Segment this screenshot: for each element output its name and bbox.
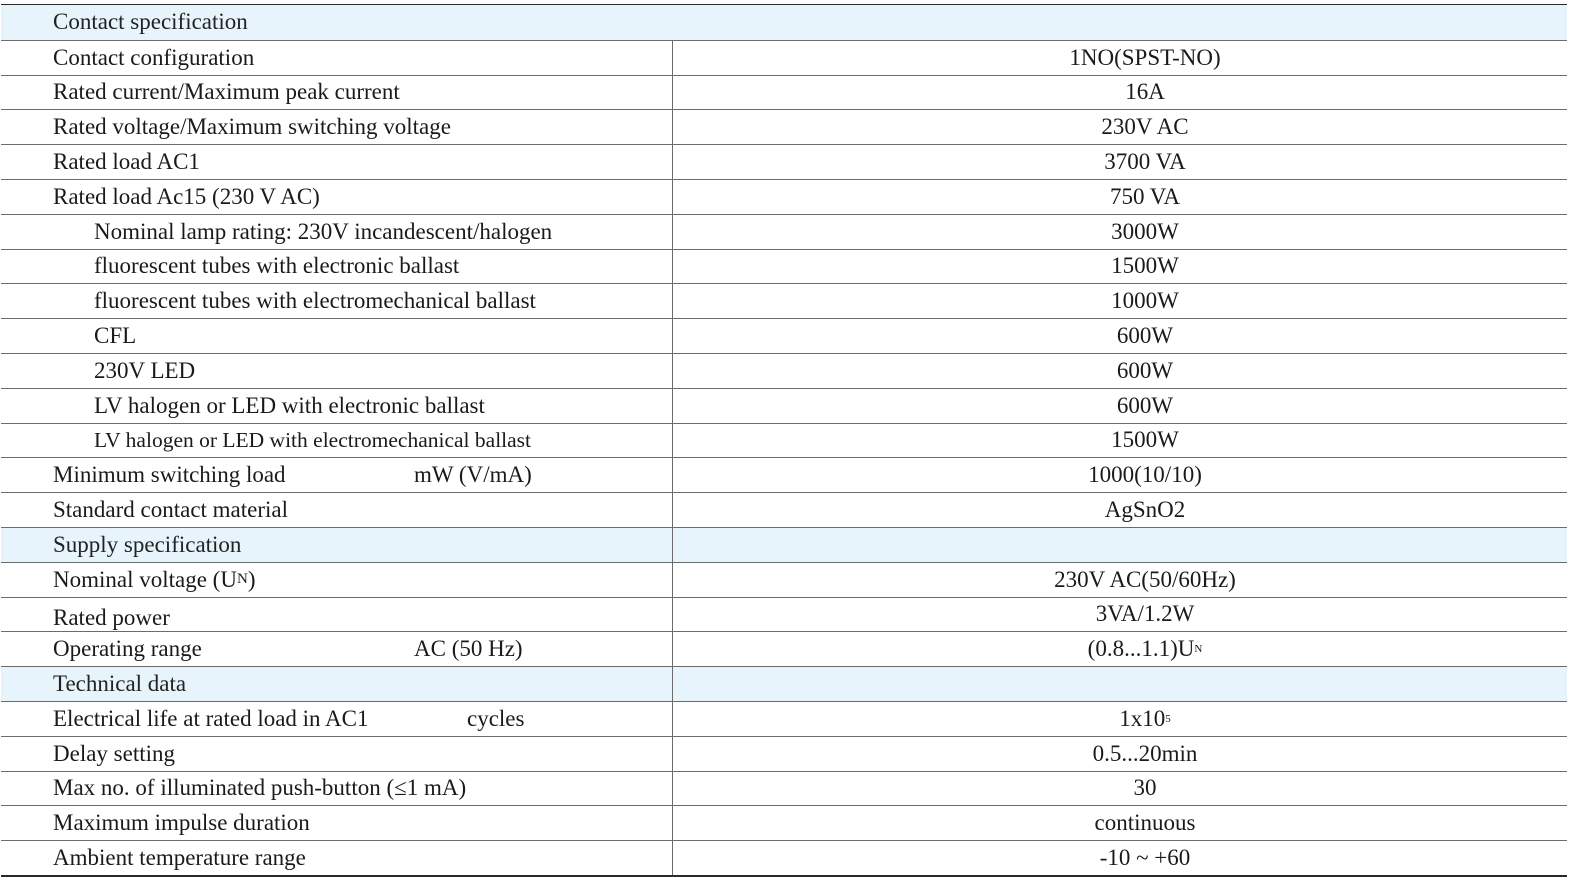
row-label-text: Nominal voltage (U xyxy=(53,566,237,592)
row-value: 3700 VA xyxy=(1104,149,1186,175)
table-row xyxy=(1,249,1567,284)
table-row xyxy=(1,75,1567,110)
row-value: 30 xyxy=(1133,775,1157,801)
table-row xyxy=(1,736,1567,771)
row-value: 230V AC xyxy=(1101,114,1189,140)
spec-table xyxy=(1,4,1567,877)
row-label-text: Operating range xyxy=(53,636,202,662)
row-value: 3VA/1.2W xyxy=(1095,601,1195,627)
row-unit: mW (V/mA) xyxy=(414,462,532,488)
row-label: Contact configuration xyxy=(1,41,673,75)
row-label: Max no. of illuminated push-button (≤1 mA) xyxy=(1,772,673,806)
row-label xyxy=(1,632,673,666)
row-label: 230V LED xyxy=(1,354,673,388)
row-label xyxy=(1,702,673,736)
row-label: Standard contact material xyxy=(1,493,673,527)
row-label-text: Electrical life at rated load in AC1 xyxy=(53,705,369,731)
table-row xyxy=(1,562,1567,597)
table-row xyxy=(1,214,1567,249)
row-value: 1500W xyxy=(1111,253,1179,279)
row-label: Ambient temperature range xyxy=(1,841,673,875)
row-value: 16A xyxy=(1125,79,1165,105)
row-value: 600W xyxy=(1116,392,1174,418)
table-row xyxy=(1,40,1567,75)
row-label: Delay setting xyxy=(1,737,673,771)
section-title: Contact specification xyxy=(53,9,248,35)
row-label: Rated load Ac15 (230 V AC) xyxy=(1,180,673,214)
row-label: Rated voltage/Maximum switching voltage xyxy=(1,110,673,144)
row-value: 750 VA xyxy=(1109,183,1181,209)
table-row xyxy=(1,805,1567,840)
row-value: 1NO(SPST-NO) xyxy=(1069,44,1221,70)
row-label: LV halogen or LED with electromechanical ballast xyxy=(1,424,673,458)
row-label: CFL xyxy=(1,319,673,353)
table-row xyxy=(1,771,1567,806)
row-label-subscript: N xyxy=(236,571,248,588)
row-value-superscript: 5 xyxy=(1165,712,1171,725)
row-value: 0.5...20min xyxy=(1092,740,1198,766)
section-header-supply xyxy=(1,527,1567,562)
row-unit: AC (50 Hz) xyxy=(414,636,523,662)
row-label: Nominal lamp rating: 230V incandescent/halogen xyxy=(1,215,673,249)
table-row xyxy=(1,457,1567,492)
table-row xyxy=(1,109,1567,144)
row-label: Rated current/Maximum peak current xyxy=(1,76,673,110)
row-value: continuous xyxy=(1094,810,1196,836)
row-value xyxy=(673,632,1567,666)
row-value: 230V AC(50/60Hz) xyxy=(1054,566,1236,592)
row-label: Rated power xyxy=(1,598,673,632)
table-row xyxy=(1,318,1567,353)
table-row xyxy=(1,423,1567,458)
row-value-subscript: N xyxy=(1194,643,1203,656)
row-value: 600W xyxy=(1116,357,1174,383)
table-row xyxy=(1,144,1567,179)
row-label xyxy=(1,563,673,597)
row-value: 1000W xyxy=(1111,288,1179,314)
row-value xyxy=(673,702,1567,736)
table-row xyxy=(1,179,1567,214)
row-value: AgSnO2 xyxy=(1104,497,1186,523)
section-title: Supply specification xyxy=(1,528,673,562)
row-label: fluorescent tubes with electronic ballast xyxy=(1,250,673,284)
row-label: fluorescent tubes with electromechanical ballast xyxy=(1,284,673,318)
row-value: 1000(10/10) xyxy=(1088,462,1202,488)
row-value-text: 1x10 xyxy=(1119,705,1166,731)
row-label-end: ) xyxy=(247,566,256,592)
row-value-text: (0.8...1.1)U xyxy=(1087,636,1195,662)
row-value: 1500W xyxy=(1111,427,1179,453)
section-header-technical xyxy=(1,666,1567,701)
row-label: Maximum impulse duration xyxy=(1,806,673,840)
row-label xyxy=(1,458,673,492)
table-row xyxy=(1,840,1567,875)
row-value: -10 ~ +60 xyxy=(1099,845,1191,871)
row-value: 3000W xyxy=(1111,218,1179,244)
section-header-contact xyxy=(1,5,1567,40)
row-label: LV halogen or LED with electronic ballast xyxy=(1,389,673,423)
table-row xyxy=(1,701,1567,736)
table-row xyxy=(1,492,1567,527)
table-row xyxy=(1,353,1567,388)
row-value: 600W xyxy=(1116,323,1174,349)
section-title: Technical data xyxy=(1,667,673,701)
table-row xyxy=(1,388,1567,423)
table-row xyxy=(1,597,1567,632)
table-row xyxy=(1,631,1567,666)
row-label-text: Minimum switching load xyxy=(53,462,286,488)
row-label: Rated load AC1 xyxy=(1,145,673,179)
row-unit: cycles xyxy=(467,705,525,731)
table-row xyxy=(1,283,1567,318)
